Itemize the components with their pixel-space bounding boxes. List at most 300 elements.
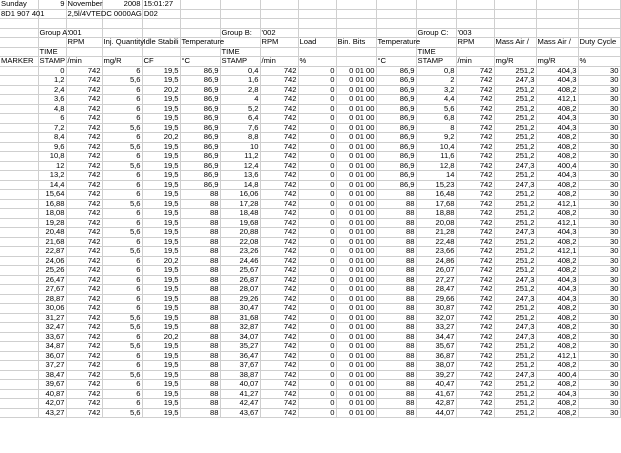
data-cell[interactable]: 30 — [578, 66, 620, 76]
data-cell[interactable]: 3,2 — [416, 85, 456, 95]
data-cell[interactable]: 6 — [102, 190, 142, 200]
data-cell[interactable]: 742 — [260, 180, 298, 190]
data-cell[interactable]: 88 — [180, 313, 220, 323]
data-cell[interactable]: 742 — [456, 180, 494, 190]
data-cell[interactable]: 5,6 — [102, 323, 142, 333]
data-cell[interactable]: 1,6 — [220, 76, 260, 86]
data-cell[interactable]: 0 — [298, 361, 336, 371]
data-cell[interactable]: 28,47 — [416, 285, 456, 295]
data-cell[interactable]: 0 01 00 — [336, 152, 376, 162]
data-cell[interactable]: 88 — [180, 256, 220, 266]
header-cell[interactable]: STAMP — [39, 56, 66, 65]
data-cell[interactable]: 742 — [66, 161, 102, 171]
data-cell[interactable]: 0 — [298, 133, 336, 143]
data-cell[interactable]: 13,6 — [220, 171, 260, 181]
data-cell[interactable]: 86,9 — [376, 142, 416, 152]
data-cell[interactable]: 88 — [376, 389, 416, 399]
header-cell[interactable]: Mass Air / — [494, 38, 536, 48]
data-cell[interactable]: 251,2 — [494, 304, 536, 314]
data-cell[interactable]: 88 — [376, 342, 416, 352]
data-cell[interactable]: 86,9 — [180, 142, 220, 152]
header-cell[interactable]: STAMP — [220, 57, 260, 67]
data-cell[interactable]: 742 — [260, 66, 298, 76]
data-cell[interactable]: 88 — [180, 247, 220, 257]
data-cell[interactable]: 8,8 — [220, 133, 260, 143]
marker-cell[interactable] — [0, 209, 38, 219]
data-cell[interactable]: 6 — [102, 152, 142, 162]
data-cell[interactable]: 88 — [180, 285, 220, 295]
data-cell[interactable]: 0 01 00 — [336, 256, 376, 266]
data-cell[interactable]: 3,6 — [38, 95, 66, 105]
data-cell[interactable]: 88 — [376, 199, 416, 209]
data-cell[interactable]: 23,26 — [220, 247, 260, 257]
data-cell[interactable]: 742 — [66, 76, 102, 86]
data-cell[interactable]: 19,5 — [142, 209, 180, 219]
data-cell[interactable]: 0 — [298, 104, 336, 114]
data-cell[interactable]: 0 — [298, 142, 336, 152]
data-cell[interactable]: 6 — [102, 85, 142, 95]
data-cell[interactable]: 251,2 — [494, 313, 536, 323]
data-cell[interactable]: 19,5 — [142, 294, 180, 304]
data-cell[interactable]: 30 — [578, 218, 620, 228]
data-cell[interactable]: 40,07 — [220, 380, 260, 390]
marker-cell[interactable] — [0, 76, 38, 86]
data-cell[interactable]: 19,5 — [142, 190, 180, 200]
marker-cell[interactable] — [0, 133, 38, 143]
data-cell[interactable]: 404,3 — [536, 66, 578, 76]
data-cell[interactable]: 88 — [180, 351, 220, 361]
data-cell[interactable]: 6 — [102, 266, 142, 276]
data-cell[interactable]: 742 — [260, 142, 298, 152]
header-cell[interactable]: mg/R — [536, 57, 578, 67]
data-cell[interactable]: 404,3 — [536, 171, 578, 181]
data-cell[interactable]: 0 01 00 — [336, 351, 376, 361]
data-cell[interactable]: 251,2 — [494, 256, 536, 266]
data-cell[interactable]: 742 — [66, 332, 102, 342]
data-cell[interactable]: 404,3 — [536, 389, 578, 399]
header-cell[interactable]: Temperature — [181, 37, 225, 46]
data-cell[interactable]: 28,07 — [220, 285, 260, 295]
data-cell[interactable]: 742 — [66, 104, 102, 114]
data-cell[interactable]: 408,2 — [536, 133, 578, 143]
data-cell[interactable]: 5,6 — [102, 342, 142, 352]
data-cell[interactable]: 251,2 — [494, 285, 536, 295]
data-cell[interactable]: 251,2 — [494, 351, 536, 361]
data-cell[interactable]: 15,23 — [416, 180, 456, 190]
data-cell[interactable]: 247,3 — [494, 76, 536, 86]
data-cell[interactable]: 18,88 — [416, 209, 456, 219]
data-cell[interactable]: 251,2 — [494, 247, 536, 257]
data-cell[interactable]: 247,3 — [494, 180, 536, 190]
data-cell[interactable]: 742 — [66, 380, 102, 390]
header-cell[interactable]: RPM — [456, 38, 494, 48]
data-cell[interactable]: 19,5 — [142, 380, 180, 390]
data-cell[interactable]: 10,4 — [416, 142, 456, 152]
data-cell[interactable]: 404,3 — [536, 76, 578, 86]
data-cell[interactable]: 29,26 — [220, 294, 260, 304]
data-cell[interactable]: 0 01 00 — [336, 228, 376, 238]
data-cell[interactable]: 88 — [376, 247, 416, 257]
data-cell[interactable]: 7,2 — [38, 123, 66, 133]
data-cell[interactable]: 30 — [578, 275, 620, 285]
data-cell[interactable]: 32,47 — [38, 323, 66, 333]
data-cell[interactable]: 86,9 — [180, 180, 220, 190]
data-cell[interactable]: 742 — [456, 256, 494, 266]
data-cell[interactable]: 0 01 00 — [336, 237, 376, 247]
group-c-number[interactable]: '003 — [456, 28, 494, 38]
data-cell[interactable]: 20,2 — [142, 85, 180, 95]
data-cell[interactable]: 32,07 — [416, 313, 456, 323]
marker-cell[interactable] — [0, 161, 38, 171]
data-cell[interactable]: 408,2 — [536, 399, 578, 409]
header-cell[interactable]: Mass Air / — [536, 38, 578, 48]
data-cell[interactable]: 88 — [376, 304, 416, 314]
data-cell[interactable]: 0 01 00 — [336, 123, 376, 133]
data-cell[interactable]: 19,5 — [142, 361, 180, 371]
data-cell[interactable]: 742 — [66, 133, 102, 143]
data-cell[interactable]: 30,87 — [416, 304, 456, 314]
data-cell[interactable]: 30 — [578, 247, 620, 257]
data-cell[interactable]: 6 — [102, 180, 142, 190]
data-cell[interactable]: 408,2 — [536, 209, 578, 219]
data-cell[interactable]: 247,3 — [494, 370, 536, 380]
data-cell[interactable]: 742 — [260, 266, 298, 276]
header-cell[interactable]: Temperature — [377, 37, 421, 46]
data-cell[interactable]: 742 — [260, 171, 298, 181]
data-cell[interactable]: 408,2 — [536, 142, 578, 152]
data-cell[interactable]: 742 — [456, 361, 494, 371]
data-cell[interactable]: 88 — [376, 190, 416, 200]
data-cell[interactable]: 86,9 — [180, 123, 220, 133]
data-cell[interactable]: 88 — [376, 275, 416, 285]
data-cell[interactable]: 742 — [260, 256, 298, 266]
data-cell[interactable]: 19,5 — [142, 247, 180, 257]
data-cell[interactable]: 251,2 — [494, 209, 536, 219]
data-cell[interactable]: 742 — [456, 123, 494, 133]
header-cell[interactable] — [38, 38, 66, 48]
data-cell[interactable]: 412,1 — [536, 199, 578, 209]
data-cell[interactable]: 2,8 — [220, 85, 260, 95]
data-cell[interactable]: 251,2 — [494, 133, 536, 143]
data-cell[interactable]: 408,2 — [536, 104, 578, 114]
data-cell[interactable]: 742 — [260, 190, 298, 200]
data-cell[interactable]: 0 — [298, 389, 336, 399]
data-cell[interactable]: 19,5 — [142, 123, 180, 133]
data-cell[interactable]: 24,06 — [38, 256, 66, 266]
data-cell[interactable]: 408,2 — [536, 323, 578, 333]
data-cell[interactable]: 88 — [180, 266, 220, 276]
marker-cell[interactable] — [0, 323, 38, 333]
data-cell[interactable]: 742 — [456, 389, 494, 399]
data-cell[interactable]: 19,5 — [142, 275, 180, 285]
data-cell[interactable]: 0 01 00 — [336, 114, 376, 124]
data-cell[interactable]: 412,1 — [536, 218, 578, 228]
data-cell[interactable]: 742 — [456, 152, 494, 162]
data-cell[interactable]: 88 — [376, 380, 416, 390]
data-cell[interactable]: 88 — [376, 294, 416, 304]
data-cell[interactable]: 0 01 00 — [336, 247, 376, 257]
data-cell[interactable]: 86,9 — [180, 152, 220, 162]
data-cell[interactable]: 27,67 — [38, 285, 66, 295]
marker-cell[interactable] — [0, 285, 38, 295]
data-cell[interactable]: 22,08 — [220, 237, 260, 247]
data-cell[interactable]: 6 — [102, 304, 142, 314]
data-cell[interactable]: 742 — [66, 209, 102, 219]
header-cell[interactable]: /min — [260, 57, 298, 67]
data-cell[interactable]: 742 — [456, 171, 494, 181]
data-cell[interactable]: 21,68 — [38, 237, 66, 247]
data-cell[interactable]: 247,3 — [494, 323, 536, 333]
data-cell[interactable]: 408,2 — [536, 313, 578, 323]
data-cell[interactable]: 88 — [376, 361, 416, 371]
data-cell[interactable]: 251,2 — [494, 171, 536, 181]
data-cell[interactable]: 408,2 — [536, 237, 578, 247]
data-cell[interactable]: 23,66 — [416, 247, 456, 257]
data-cell[interactable]: 88 — [180, 304, 220, 314]
data-cell[interactable]: 742 — [66, 66, 102, 76]
data-cell[interactable]: 247,3 — [494, 332, 536, 342]
data-cell[interactable]: 742 — [456, 266, 494, 276]
data-cell[interactable]: 742 — [456, 114, 494, 124]
data-cell[interactable]: 88 — [376, 313, 416, 323]
data-cell[interactable]: 88 — [376, 228, 416, 238]
data-cell[interactable]: 742 — [456, 285, 494, 295]
data-cell[interactable]: 0 — [298, 408, 336, 418]
marker-cell[interactable] — [0, 247, 38, 257]
marker-cell[interactable] — [0, 266, 38, 276]
data-cell[interactable]: 2 — [416, 76, 456, 86]
data-cell[interactable]: 742 — [456, 66, 494, 76]
data-cell[interactable]: 40,87 — [38, 389, 66, 399]
data-cell[interactable]: 742 — [66, 228, 102, 238]
marker-cell[interactable] — [0, 228, 38, 238]
data-cell[interactable]: 742 — [260, 247, 298, 257]
data-cell[interactable]: 0 01 00 — [336, 408, 376, 418]
header-cell[interactable] — [336, 47, 376, 57]
marker-cell[interactable] — [0, 256, 38, 266]
data-cell[interactable]: 251,2 — [494, 399, 536, 409]
data-cell[interactable]: 0 01 00 — [336, 171, 376, 181]
marker-cell[interactable] — [0, 408, 38, 418]
data-cell[interactable]: 17,28 — [220, 199, 260, 209]
data-cell[interactable]: 0 01 00 — [336, 142, 376, 152]
data-cell[interactable]: 86,9 — [376, 114, 416, 124]
header-cell[interactable]: TIME — [220, 47, 260, 57]
data-cell[interactable]: 0 — [298, 161, 336, 171]
data-cell[interactable]: 43,67 — [220, 408, 260, 418]
data-cell[interactable]: 251,2 — [494, 114, 536, 124]
data-cell[interactable]: 30 — [578, 152, 620, 162]
data-cell[interactable]: 88 — [376, 285, 416, 295]
marker-cell[interactable] — [0, 351, 38, 361]
data-cell[interactable]: 742 — [456, 294, 494, 304]
data-cell[interactable]: 0 — [298, 237, 336, 247]
data-cell[interactable]: 0 — [298, 304, 336, 314]
data-cell[interactable]: 33,27 — [416, 323, 456, 333]
data-cell[interactable]: 742 — [66, 351, 102, 361]
data-cell[interactable]: 30 — [578, 161, 620, 171]
data-cell[interactable]: 26,07 — [416, 266, 456, 276]
data-cell[interactable]: 30 — [578, 209, 620, 219]
data-cell[interactable]: 6 — [102, 351, 142, 361]
data-cell[interactable]: 30 — [578, 114, 620, 124]
data-cell[interactable]: 86,9 — [180, 114, 220, 124]
data-cell[interactable]: 742 — [260, 408, 298, 418]
data-cell[interactable]: 5,6 — [102, 313, 142, 323]
data-cell[interactable]: 35,67 — [416, 342, 456, 352]
header-cell[interactable]: Inj. Quantity — [103, 37, 145, 46]
header-cell[interactable]: °C — [180, 57, 220, 67]
data-cell[interactable]: 0 01 00 — [336, 85, 376, 95]
data-cell[interactable]: 33,67 — [38, 332, 66, 342]
data-cell[interactable]: 742 — [66, 247, 102, 257]
data-cell[interactable]: 19,5 — [142, 114, 180, 124]
data-cell[interactable]: 30 — [578, 304, 620, 314]
data-cell[interactable]: 404,3 — [536, 275, 578, 285]
data-cell[interactable]: 38,87 — [220, 370, 260, 380]
data-cell[interactable]: 0 — [298, 66, 336, 76]
data-cell[interactable]: 251,2 — [494, 66, 536, 76]
data-cell[interactable]: 11,6 — [416, 152, 456, 162]
data-cell[interactable]: 404,3 — [536, 228, 578, 238]
data-cell[interactable]: 88 — [376, 237, 416, 247]
header-cell[interactable]: mg/R — [494, 57, 536, 67]
data-cell[interactable]: 742 — [260, 332, 298, 342]
data-cell[interactable]: 88 — [180, 190, 220, 200]
data-cell[interactable]: 742 — [260, 237, 298, 247]
data-cell[interactable]: 16,88 — [38, 199, 66, 209]
data-cell[interactable]: 8 — [416, 123, 456, 133]
data-cell[interactable]: 251,2 — [494, 380, 536, 390]
header-cell[interactable]: °C — [376, 57, 416, 67]
data-cell[interactable]: 43,27 — [38, 408, 66, 418]
marker-cell[interactable] — [0, 95, 38, 105]
data-cell[interactable]: 742 — [456, 190, 494, 200]
data-cell[interactable]: 5,6 — [102, 123, 142, 133]
data-cell[interactable]: 404,3 — [536, 294, 578, 304]
data-cell[interactable]: 742 — [260, 275, 298, 285]
data-cell[interactable]: 742 — [456, 332, 494, 342]
data-cell[interactable]: 6 — [102, 361, 142, 371]
data-cell[interactable]: 6 — [38, 114, 66, 124]
data-cell[interactable]: 11,2 — [220, 152, 260, 162]
data-cell[interactable]: 30 — [578, 389, 620, 399]
data-cell[interactable]: 30 — [578, 313, 620, 323]
data-cell[interactable]: 0 — [298, 370, 336, 380]
data-cell[interactable]: 0 01 00 — [336, 323, 376, 333]
data-cell[interactable]: 742 — [456, 237, 494, 247]
data-cell[interactable]: 5,2 — [220, 104, 260, 114]
data-cell[interactable]: 4 — [220, 95, 260, 105]
data-cell[interactable]: 20,2 — [142, 332, 180, 342]
data-cell[interactable]: 742 — [66, 370, 102, 380]
data-cell[interactable]: 400,4 — [536, 370, 578, 380]
data-cell[interactable]: 88 — [376, 332, 416, 342]
header-cell[interactable]: /min — [456, 57, 494, 67]
data-cell[interactable]: 742 — [66, 237, 102, 247]
data-cell[interactable]: 30 — [578, 323, 620, 333]
data-cell[interactable]: 19,5 — [142, 389, 180, 399]
header-cell[interactable] — [336, 57, 376, 67]
header-cell[interactable] — [416, 38, 456, 48]
data-cell[interactable]: 19,5 — [142, 104, 180, 114]
data-cell[interactable]: 20,48 — [38, 228, 66, 238]
data-cell[interactable]: 0 01 00 — [336, 266, 376, 276]
data-cell[interactable]: 16,06 — [220, 190, 260, 200]
data-cell[interactable]: 251,2 — [494, 408, 536, 418]
data-cell[interactable]: 742 — [260, 304, 298, 314]
data-cell[interactable]: 19,5 — [142, 66, 180, 76]
data-cell[interactable]: 742 — [66, 142, 102, 152]
data-cell[interactable]: 35,27 — [220, 342, 260, 352]
data-cell[interactable]: 251,2 — [494, 199, 536, 209]
data-cell[interactable]: 86,9 — [180, 66, 220, 76]
data-cell[interactable]: 30 — [578, 332, 620, 342]
data-cell[interactable]: 30 — [578, 294, 620, 304]
data-cell[interactable]: 30 — [578, 95, 620, 105]
data-cell[interactable]: 37,67 — [220, 361, 260, 371]
data-cell[interactable]: 247,3 — [494, 161, 536, 171]
data-cell[interactable]: 34,07 — [220, 332, 260, 342]
data-cell[interactable]: 86,9 — [376, 133, 416, 143]
data-cell[interactable]: 742 — [456, 199, 494, 209]
data-cell[interactable]: 86,9 — [180, 85, 220, 95]
data-cell[interactable]: 36,07 — [38, 351, 66, 361]
data-cell[interactable]: 40,47 — [416, 380, 456, 390]
data-cell[interactable]: 86,9 — [376, 152, 416, 162]
data-cell[interactable]: 30 — [578, 199, 620, 209]
data-cell[interactable]: 29,66 — [416, 294, 456, 304]
data-cell[interactable]: 0 — [298, 209, 336, 219]
data-cell[interactable]: 251,2 — [494, 152, 536, 162]
data-cell[interactable]: 86,9 — [376, 66, 416, 76]
data-cell[interactable]: 404,3 — [536, 114, 578, 124]
data-cell[interactable]: 0 01 00 — [336, 342, 376, 352]
data-cell[interactable]: 30 — [578, 76, 620, 86]
data-cell[interactable]: 42,07 — [38, 399, 66, 409]
data-cell[interactable]: 6 — [102, 380, 142, 390]
marker-cell[interactable] — [0, 361, 38, 371]
data-cell[interactable]: 20,08 — [416, 218, 456, 228]
data-cell[interactable]: 14,8 — [220, 180, 260, 190]
data-cell[interactable]: 742 — [260, 361, 298, 371]
data-cell[interactable]: 6 — [102, 389, 142, 399]
data-cell[interactable]: 30,06 — [38, 304, 66, 314]
data-cell[interactable]: 36,87 — [416, 351, 456, 361]
data-cell[interactable]: 742 — [66, 190, 102, 200]
data-cell[interactable]: 4,4 — [416, 95, 456, 105]
data-cell[interactable]: 30 — [578, 285, 620, 295]
data-cell[interactable]: 88 — [180, 332, 220, 342]
data-cell[interactable]: 408,2 — [536, 256, 578, 266]
data-cell[interactable]: 88 — [376, 266, 416, 276]
data-cell[interactable]: 24,86 — [416, 256, 456, 266]
data-cell[interactable]: 742 — [66, 294, 102, 304]
data-cell[interactable]: 19,5 — [142, 399, 180, 409]
data-cell[interactable]: 251,2 — [494, 266, 536, 276]
data-cell[interactable]: 44,07 — [416, 408, 456, 418]
data-cell[interactable]: 742 — [66, 218, 102, 228]
data-cell[interactable]: 742 — [456, 218, 494, 228]
data-cell[interactable]: 0 01 00 — [336, 104, 376, 114]
data-cell[interactable]: 5,6 — [102, 408, 142, 418]
data-cell[interactable]: 251,2 — [494, 123, 536, 133]
data-cell[interactable]: 30 — [578, 408, 620, 418]
data-cell[interactable]: 88 — [180, 408, 220, 418]
data-cell[interactable]: 86,9 — [180, 95, 220, 105]
data-cell[interactable]: 0 01 00 — [336, 180, 376, 190]
data-cell[interactable]: 742 — [66, 389, 102, 399]
